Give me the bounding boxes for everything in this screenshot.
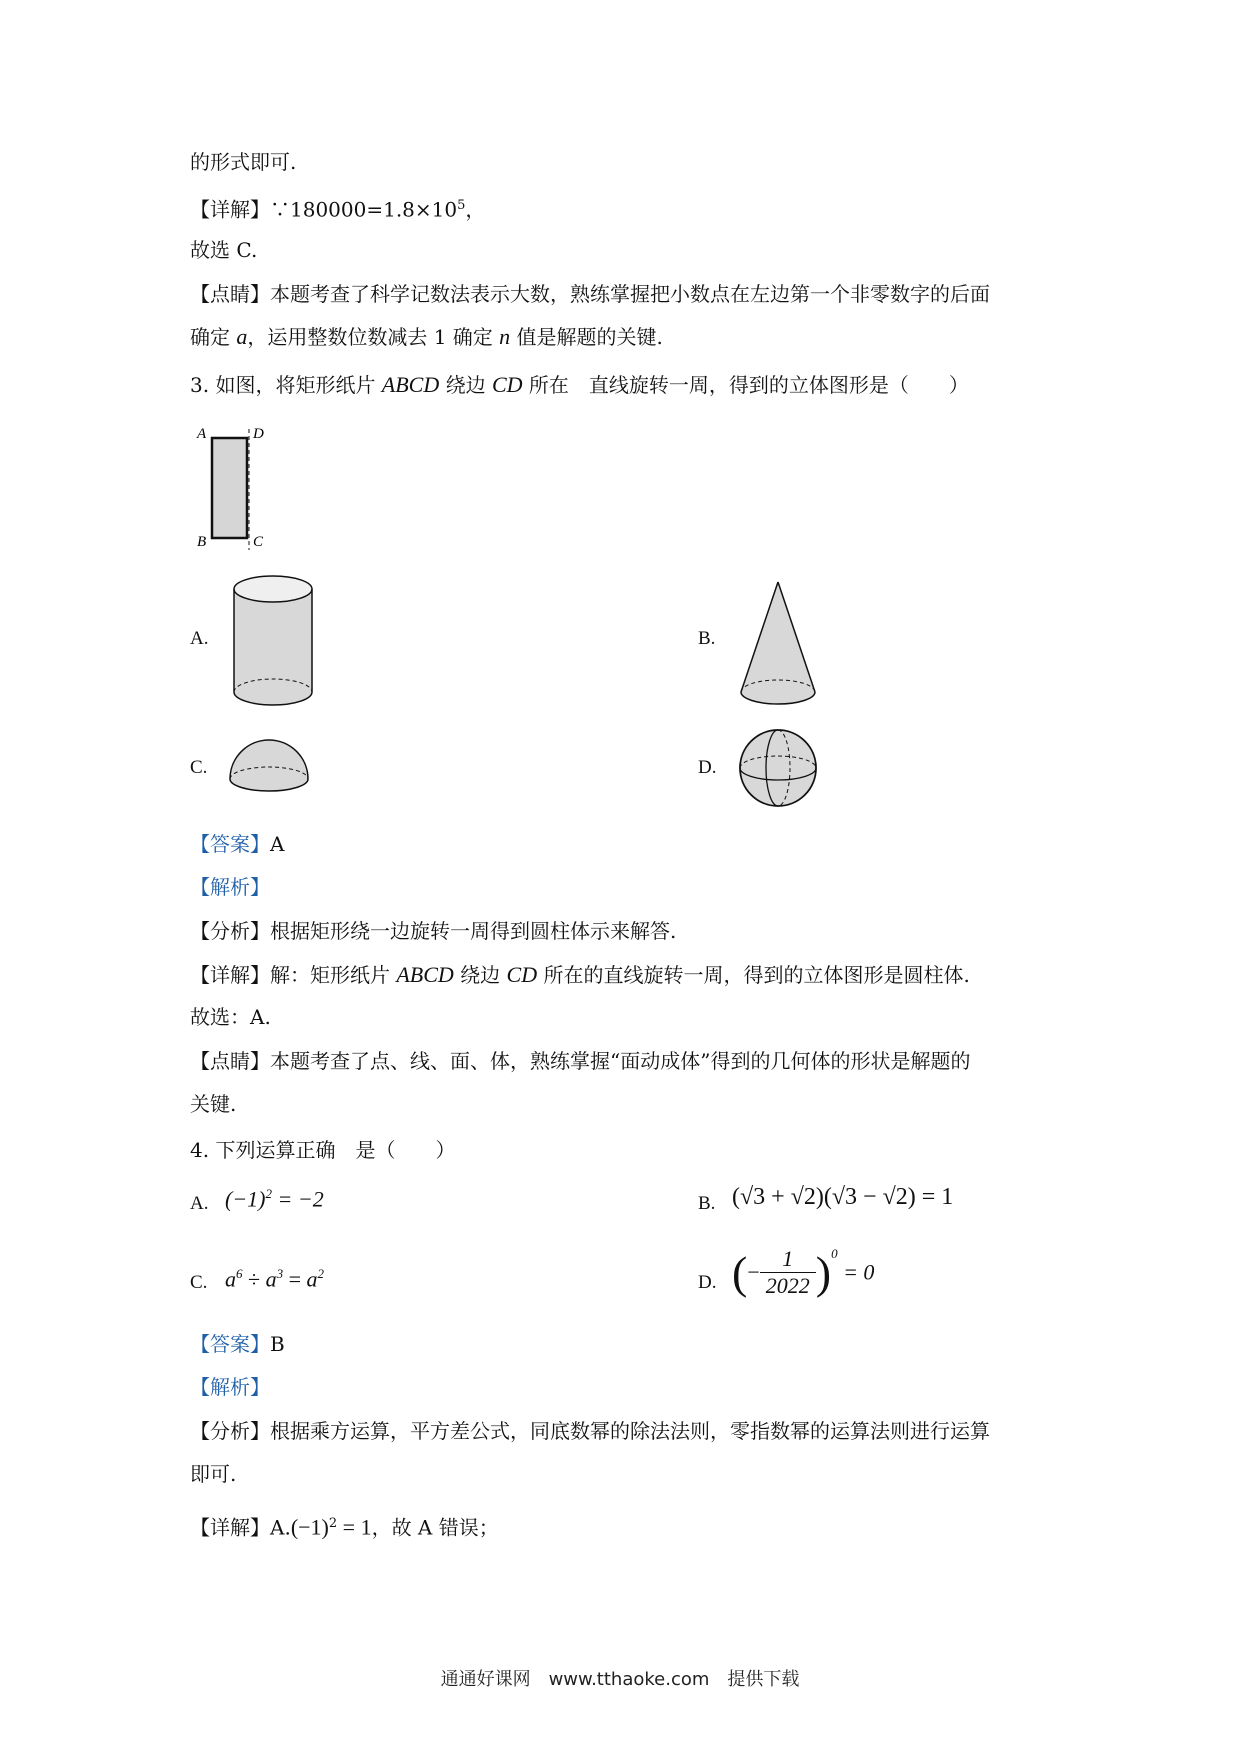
- math-cd: CD: [491, 372, 523, 397]
- rhs: = 0: [837, 1259, 875, 1285]
- hemisphere-icon: [226, 735, 316, 805]
- q4-answer-line: [190, 1330, 285, 1358]
- q2-point-line-1: [190, 280, 990, 308]
- option-b-letter: B.: [698, 628, 716, 649]
- var-n: n: [499, 324, 511, 349]
- stem-text: 3. 如图，将矩形纸片: [190, 373, 382, 397]
- q3-stem: [190, 371, 969, 399]
- rectangle-figure: [195, 425, 275, 555]
- q4-option-a-letter: A.: [190, 1193, 209, 1214]
- option-a-letter: A.: [190, 628, 209, 649]
- point-text: 确定: [190, 325, 237, 349]
- q2-choose-line: [190, 236, 257, 264]
- math-cd: CD: [506, 962, 538, 987]
- exponent: 2: [265, 1186, 272, 1201]
- exponent: 5: [457, 198, 466, 213]
- q4-analysis-line: [190, 1373, 270, 1401]
- detail-end: ，: [465, 197, 486, 222]
- q4-fenxi-line-2: [190, 1460, 236, 1488]
- exponent: 2: [328, 1516, 338, 1531]
- label-d: D: [253, 426, 264, 442]
- base: a: [225, 1266, 236, 1292]
- q3-analysis-line: [190, 873, 270, 901]
- q4-option-c: [225, 1266, 324, 1292]
- analysis-tag: 【解析】: [190, 875, 270, 899]
- label-c: C: [253, 534, 264, 550]
- option-c-letter: C.: [190, 757, 208, 778]
- math-abcd: ABCD: [381, 372, 440, 397]
- q4-option-d-letter: D.: [698, 1272, 717, 1293]
- q4-option-a: [225, 1186, 324, 1212]
- expr: (√3 + √2)(√3 − √2) = 1: [732, 1184, 954, 1210]
- detail-text: ∵180000=1.8×10: [270, 197, 458, 222]
- analysis-tag: 【解析】: [190, 1375, 270, 1399]
- q3-fenxi-line: [190, 917, 676, 945]
- detail-tag: 【详解】: [190, 1515, 270, 1540]
- stem-text: 绕边: [439, 373, 492, 397]
- label-a: A: [197, 426, 207, 442]
- cylinder-icon: [230, 575, 320, 710]
- expr: (−1): [290, 1514, 329, 1540]
- exponent: 2: [317, 1266, 324, 1281]
- q3-choose-line: [190, 1003, 271, 1031]
- q4-option-d: (− $\frac{1}{2022}$ )$^0$ = 0: [732, 1246, 875, 1298]
- text-line: [190, 148, 296, 176]
- expr: (−1): [225, 1186, 266, 1212]
- point-tag: 【点睛】: [190, 1049, 270, 1073]
- point-text: 值是解题的关键.: [510, 325, 663, 349]
- option-d-letter: D.: [698, 757, 717, 778]
- q3-point-line-1: [190, 1047, 970, 1075]
- detail-text: 解：矩形纸片: [270, 963, 397, 987]
- fenxi-tag: 【分析】: [190, 919, 270, 943]
- answer-value: A: [270, 832, 285, 856]
- stem-text: 所在 直线旋转一周，得到的立体图形是（ ）: [522, 373, 969, 397]
- detail-text: ，故 A 错误；: [371, 1515, 499, 1540]
- rhs: = −2: [272, 1186, 324, 1212]
- point-text: 本题考查了科学记数法表示大数，熟练掌握把小数点在左边第一个非零数字的后面: [270, 282, 990, 306]
- answer-value: B: [270, 1332, 285, 1356]
- exponent: 3: [276, 1266, 284, 1281]
- q4-detail-line: [190, 1510, 499, 1542]
- choose-text: 故选：A.: [190, 1005, 271, 1029]
- point-text: 本题考查了点、线、面、体，熟练掌握“面动成体”得到的几何体的形状是解题的: [270, 1049, 971, 1073]
- page-footer: 通通好课网 www.tthaoke.com 提供下载: [440, 1669, 800, 1690]
- base: a: [265, 1266, 277, 1292]
- exponent: 6: [236, 1266, 243, 1281]
- q4-stem: [190, 1136, 455, 1164]
- fenxi-tag: 【分析】: [190, 1419, 270, 1443]
- label-b: B: [197, 534, 207, 550]
- q3-point-line-2: [190, 1090, 236, 1118]
- detail-text: A.: [270, 1515, 291, 1540]
- answer-tag: 【答案】: [190, 832, 270, 856]
- point-text: ，运用整数位数减去 1 确定: [247, 325, 500, 349]
- choose-text: 故选 C.: [190, 238, 258, 262]
- q4-option-b-letter: B.: [698, 1193, 716, 1214]
- cone-icon: [735, 580, 835, 715]
- fraction: [760, 1246, 816, 1299]
- answer-tag: 【答案】: [190, 1332, 270, 1356]
- q2-detail-line: [190, 192, 485, 224]
- detail-tag: 【详解】: [190, 197, 270, 222]
- base: a: [306, 1266, 318, 1292]
- sphere-icon: [738, 728, 828, 818]
- operator: =: [283, 1266, 307, 1292]
- paragraph-text: 的形式即可.: [190, 150, 297, 174]
- rhs: = 1: [337, 1514, 372, 1540]
- point-tag: 【点睛】: [190, 282, 270, 306]
- math-abcd: ABCD: [396, 962, 454, 987]
- q4-fenxi-line-1: [190, 1417, 990, 1445]
- stem-text: 4. 下列运算正确 是（ ）: [190, 1138, 456, 1162]
- q4-option-b: [732, 1184, 953, 1211]
- denominator: 2022: [765, 1273, 810, 1298]
- fenxi-text: 根据乘方运算，平方差公式，同底数幂的除法法则，零指数幂的运算法则进行运算: [270, 1419, 990, 1443]
- var-a: a: [236, 324, 248, 349]
- detail-tag: 【详解】: [190, 963, 270, 987]
- fenxi-text: 即可.: [190, 1462, 237, 1486]
- detail-text: 所在的直线旋转一周，得到的立体图形是圆柱体.: [537, 963, 970, 987]
- exponent: 0: [831, 1246, 838, 1261]
- fenxi-text: 根据矩形绕一边旋转一周得到圆柱体示来解答.: [270, 919, 677, 943]
- point-text: 关键.: [190, 1092, 237, 1116]
- operator: ÷: [242, 1266, 266, 1292]
- q4-option-c-letter: C.: [190, 1272, 208, 1293]
- q2-point-line-2: [190, 323, 663, 351]
- numerator: 1: [760, 1246, 816, 1273]
- q3-answer-line: [190, 830, 284, 858]
- q3-detail-line: [190, 961, 970, 989]
- detail-text: 绕边: [453, 963, 507, 987]
